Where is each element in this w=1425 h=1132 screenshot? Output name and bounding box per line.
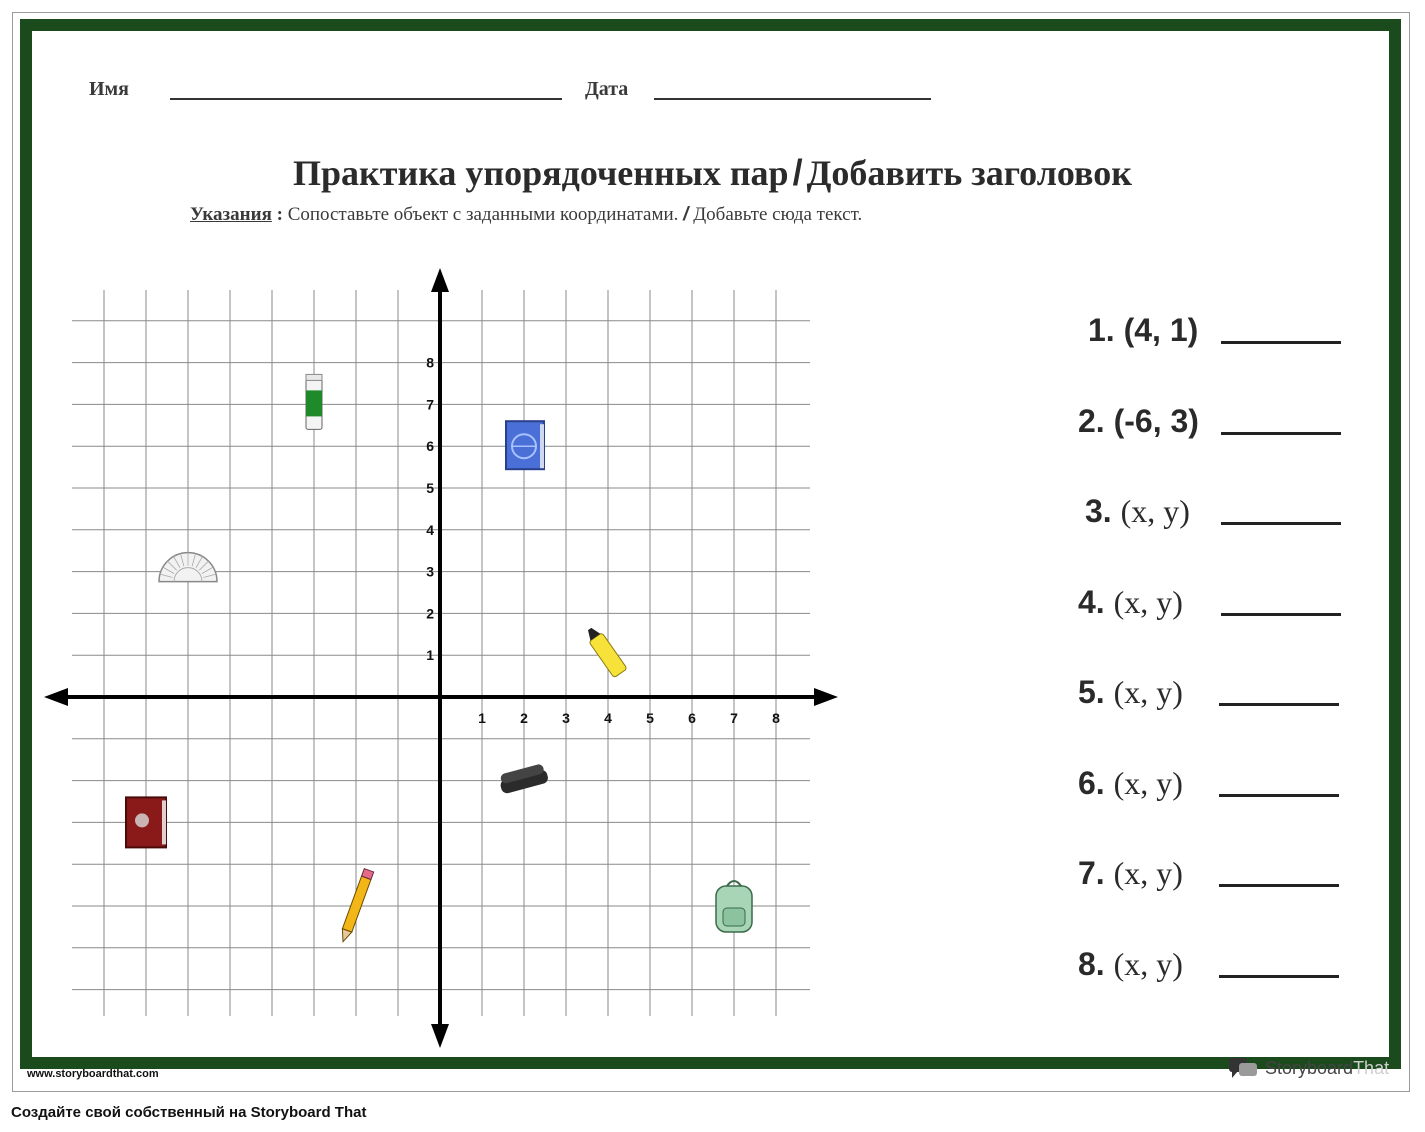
pencil-body <box>342 876 371 932</box>
stapler-group <box>498 763 550 795</box>
y-tick-label: 5 <box>426 480 434 496</box>
y-axis-bottom-arrow <box>431 1024 449 1048</box>
backpack <box>716 881 752 932</box>
protractor <box>159 553 217 582</box>
highlighter <box>583 624 627 677</box>
stapler <box>498 763 550 795</box>
question-number: 8. <box>1078 945 1114 982</box>
y-tick-label: 7 <box>426 396 434 413</box>
title-main: Практика упорядоченных пар <box>293 153 789 193</box>
question-4 <box>1078 582 1183 622</box>
answer-line[interactable] <box>1221 522 1341 525</box>
title-secondary: Добавить заголовок <box>806 153 1132 193</box>
red-book-emblem <box>135 813 149 827</box>
tick-labels <box>426 355 780 726</box>
question-coordinates: (x, y) <box>1113 583 1183 620</box>
question-3 <box>1085 491 1190 531</box>
title-separator: / <box>792 152 803 193</box>
question-number: 6. <box>1078 764 1114 801</box>
promo-text[interactable]: Создайте свой собственный на Storyboard That <box>11 1104 367 1121</box>
x-tick-label: 3 <box>562 710 570 726</box>
red-book <box>126 797 166 847</box>
answer-line[interactable] <box>1219 794 1339 797</box>
y-tick-label: 8 <box>426 354 434 371</box>
instructions-placeholder: Добавьте сюда текст. <box>693 204 863 225</box>
y-axis-top-arrow <box>431 268 449 292</box>
brand-part2: That <box>1353 1057 1390 1078</box>
x-tick-label: 4 <box>604 710 612 726</box>
x-tick-label: 5 <box>646 710 654 726</box>
answer-line[interactable] <box>1221 341 1341 344</box>
y-tick-label: 1 <box>426 647 434 664</box>
brand-part1: Storyboard <box>1265 1057 1354 1078</box>
y-tick-label: 2 <box>426 605 434 622</box>
y-tick-label: 4 <box>426 521 434 538</box>
website-url[interactable]: www.storyboardthat.com <box>27 1068 159 1080</box>
question-number: 7. <box>1078 855 1114 891</box>
answer-line[interactable] <box>1221 613 1341 616</box>
answer-line[interactable] <box>1219 884 1339 887</box>
glue-stick <box>306 374 322 429</box>
question-number: 1. <box>1088 312 1124 348</box>
name-label: Имя <box>89 78 129 100</box>
question-coordinates: (x, y) <box>1120 493 1190 529</box>
backpack-pocket <box>723 908 745 926</box>
y-tick-label: 6 <box>426 438 434 455</box>
glue-stick-label <box>306 390 322 416</box>
instructions-colon: : <box>271 204 288 225</box>
x-tick-label: 8 <box>772 710 780 726</box>
question-coordinates: (x, y) <box>1113 945 1183 982</box>
question-1 <box>1088 310 1198 350</box>
question-coordinates: (x, y) <box>1113 674 1183 710</box>
instructions-text: Сопоставьте объект с заданными координатами. <box>287 204 679 225</box>
answer-line[interactable] <box>1221 432 1341 435</box>
question-number: 3. <box>1085 493 1121 529</box>
question-number: 2. <box>1078 402 1114 439</box>
storyboardthat-logo[interactable] <box>1227 1056 1389 1080</box>
question-2 <box>1078 401 1199 441</box>
question-coordinates: (x, y) <box>1113 764 1183 801</box>
x-axis-right-arrow <box>814 688 838 706</box>
question-5 <box>1078 672 1183 712</box>
speech-bubbles-icon <box>1227 1056 1261 1080</box>
answer-line[interactable] <box>1219 975 1339 978</box>
question-number: 5. <box>1078 674 1114 710</box>
axes <box>44 268 838 1048</box>
question-number: 4. <box>1078 583 1114 620</box>
pencil-tip <box>338 929 352 944</box>
question-coordinates: (-6, 3) <box>1113 402 1199 439</box>
x-tick-label: 7 <box>730 710 738 726</box>
x-tick-label: 1 <box>478 710 486 726</box>
question-6 <box>1078 763 1183 803</box>
x-axis-left-arrow <box>44 688 68 706</box>
question-coordinates: (x, y) <box>1113 855 1183 891</box>
x-tick-label: 2 <box>520 710 528 726</box>
red-book-pages <box>162 800 166 844</box>
instructions-separator: / <box>683 204 689 225</box>
book-pages <box>540 424 544 468</box>
globe-book <box>506 421 544 469</box>
x-tick-label: 6 <box>688 710 696 726</box>
question-8 <box>1078 944 1183 984</box>
question-coordinates: (4, 1) <box>1123 312 1199 348</box>
question-7 <box>1078 853 1183 893</box>
answer-line[interactable] <box>1219 703 1339 706</box>
glue-stick-cap <box>306 374 322 380</box>
highlighter-group <box>583 624 627 677</box>
y-tick-label: 3 <box>426 563 434 580</box>
date-label: Дата <box>585 78 629 100</box>
instructions-heading: Указания <box>190 204 272 225</box>
